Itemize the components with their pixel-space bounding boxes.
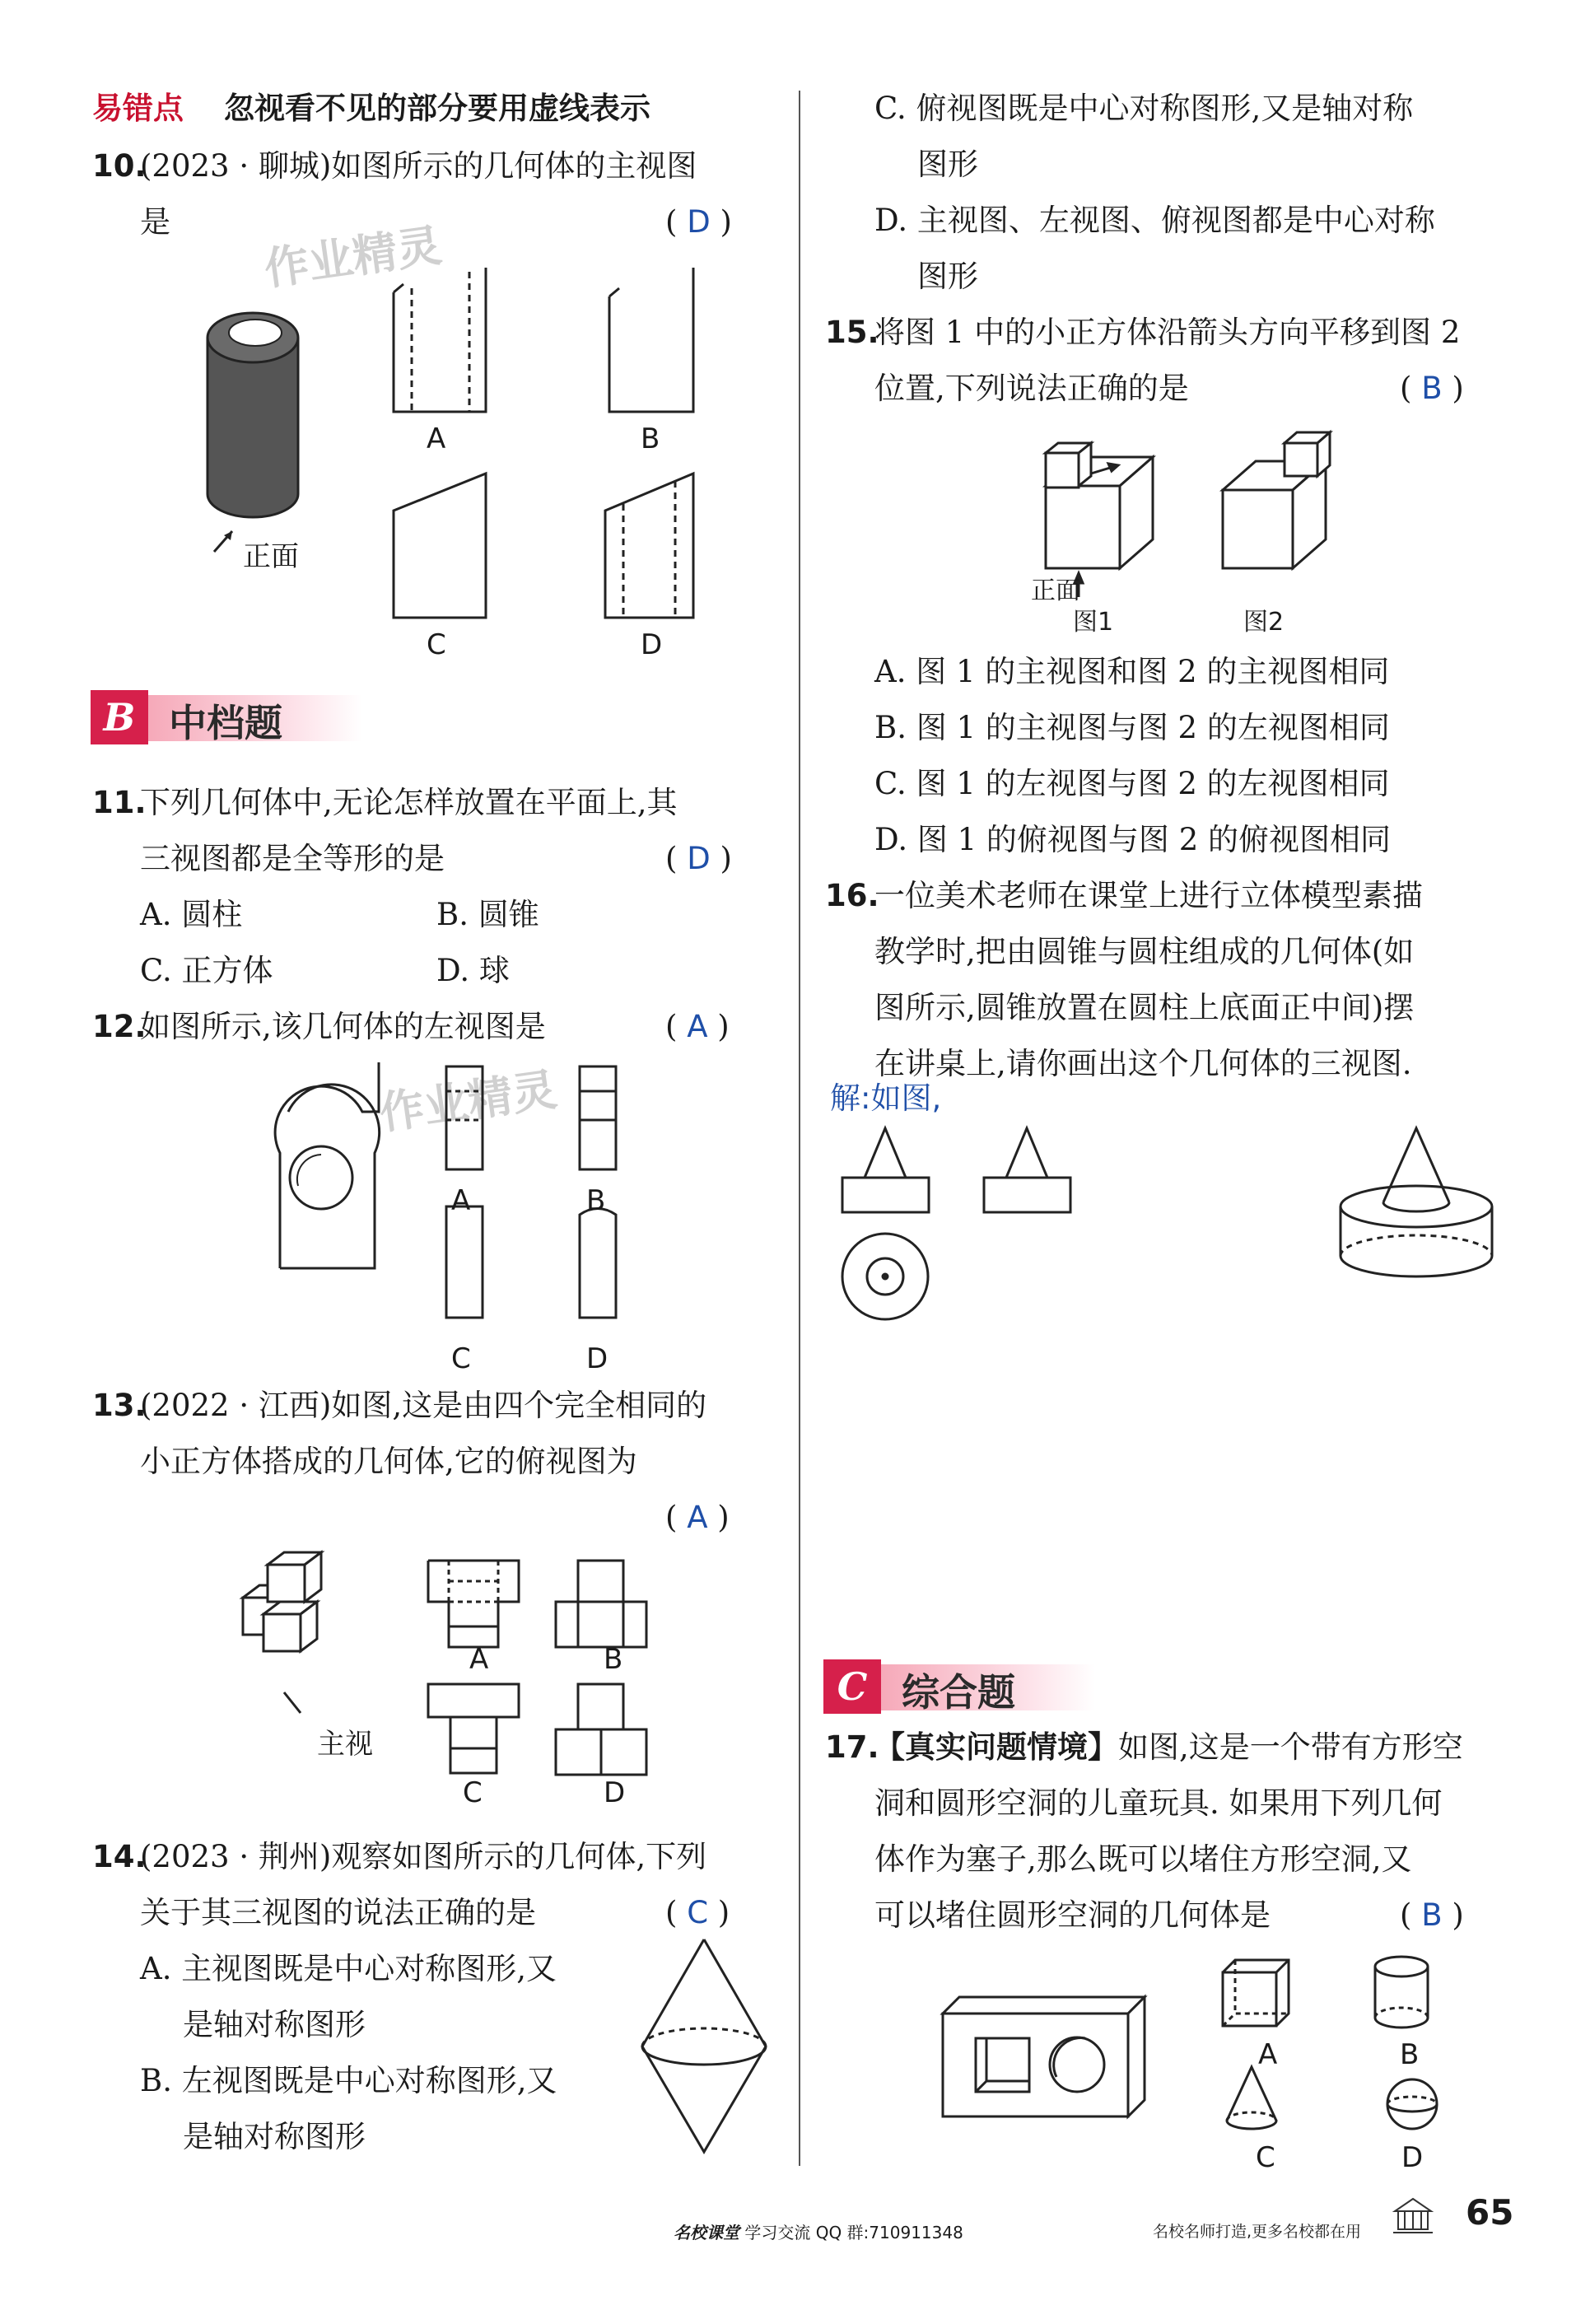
q16-solution: 解:如图, <box>830 1080 942 1116</box>
section-b-title: 中档题 <box>169 701 282 745</box>
q11-option-a[interactable]: A. 圆柱 <box>140 897 243 932</box>
q11-option-c[interactable]: C. 正方体 <box>140 953 273 988</box>
q15-front-label: 正面 <box>1031 576 1080 605</box>
error-point-title: 忽视看不见的部分要用虚线表示 <box>224 91 650 126</box>
q12-option-a-figure <box>446 1066 483 1169</box>
q16-figures <box>836 1124 1519 1338</box>
q15-line2: 位置,下列说法正确的是 <box>874 371 1189 406</box>
q17-figures <box>939 1952 1449 2158</box>
q10-figures <box>189 247 766 675</box>
q14-option-c-line2: 图形 <box>917 147 978 182</box>
q10-line2: 是 <box>140 204 170 240</box>
watermark: 作业精灵 <box>261 219 445 296</box>
q15-fig2-label: 图2 <box>1243 608 1285 637</box>
q14-line1: (2023 · 荆州)观察如图所示的几何体,下列 <box>140 1839 707 1874</box>
q12-line1: 如图所示,该几何体的左视图是 <box>140 1009 546 1044</box>
section-c-banner <box>823 1659 1103 1714</box>
q13-option-c[interactable]: C <box>463 1776 483 1809</box>
footer-logo-icon <box>1392 2195 1434 2238</box>
q14-option-c-line1[interactable]: C. 俯视图既是中心对称图形,又是轴对称 <box>874 91 1414 126</box>
error-point-label: 易错点 <box>92 91 184 126</box>
q17-option-d-figure <box>1387 2079 1437 2129</box>
watermark-2: 作业精灵 <box>376 1063 560 1140</box>
q10-option-a-figure <box>394 268 486 412</box>
q15-answer: ( B ) <box>1400 371 1464 406</box>
q17-option-a-figure <box>1223 1960 1289 2026</box>
q13-option-b-figure <box>556 1561 646 1647</box>
q17-option-d[interactable]: D <box>1401 2141 1424 2174</box>
q17-number: 17. <box>825 1729 879 1765</box>
q10-option-d[interactable]: D <box>641 628 663 661</box>
q15-figures <box>1029 428 1375 609</box>
q17-answer: ( B ) <box>1400 1897 1464 1933</box>
q13-option-d[interactable]: D <box>604 1776 626 1809</box>
q10-option-b[interactable]: B <box>641 422 660 455</box>
q13-front-label: 主视 <box>317 1728 373 1761</box>
q12-option-b-figure <box>580 1066 616 1169</box>
q17-line3: 体作为塞子,那么既可以堵住方形空洞,又 <box>874 1841 1412 1877</box>
q15-fig2 <box>1223 432 1330 568</box>
q14-double-cone <box>638 1939 770 2154</box>
q13-option-c-figure <box>428 1684 519 1773</box>
section-b-banner <box>91 690 371 744</box>
q16-line3: 图所示,圆锥放置在圆柱上底面正中间)摆 <box>874 990 1415 1025</box>
q11-line1: 下列几何体中,无论怎样放置在平面上,其 <box>140 785 678 820</box>
q17-line1: 【真实问题情境】如图,这是一个带有方形空 <box>874 1729 1463 1765</box>
q13-option-b[interactable]: B <box>604 1643 623 1676</box>
q15-line1: 将图 1 中的小正方体沿箭头方向平移到图 2 <box>874 315 1461 350</box>
q10-line1: (2023 · 聊城)如图所示的几何体的主视图 <box>140 148 697 184</box>
q12-option-c[interactable]: C <box>451 1342 471 1375</box>
q13-figures <box>235 1548 679 1804</box>
footer-qq: 名校课堂 学习交流 QQ 群:710911348 <box>674 2223 963 2242</box>
q15-option-d[interactable]: D. 图 1 的俯视图与图 2 的俯视图相同 <box>874 822 1391 857</box>
q12-option-b[interactable]: B <box>586 1184 606 1217</box>
q15-option-a[interactable]: A. 图 1 的主视图和图 2 的主视图相同 <box>874 654 1390 689</box>
q10-cylinder <box>207 313 298 552</box>
q16-line1: 一位美术老师在课堂上进行立体模型素描 <box>874 878 1423 913</box>
q12-answer: ( A ) <box>665 1009 730 1044</box>
q13-line2: 小正方体搭成的几何体,它的俯视图为 <box>140 1444 637 1479</box>
q17-option-b-figure <box>1375 1957 1428 2028</box>
q17-option-a[interactable]: A <box>1258 2038 1278 2071</box>
q17-toy-block <box>943 1997 1145 2116</box>
q15-number: 15. <box>825 315 879 350</box>
q14-line2: 关于其三视图的说法正确的是 <box>140 1895 536 1930</box>
q11-option-b[interactable]: B. 圆锥 <box>436 897 539 932</box>
q12-solid <box>275 1062 380 1268</box>
q15-fig1-label: 图1 <box>1073 608 1114 637</box>
q10-front-label: 正面 <box>243 540 299 573</box>
q13-cubes <box>243 1552 321 1713</box>
q17-option-c[interactable]: C <box>1256 2141 1275 2174</box>
q14-option-b-line2: 是轴对称图形 <box>183 2119 366 2154</box>
q13-option-d-figure <box>556 1684 646 1775</box>
q17-line2: 洞和圆形空洞的儿童玩具. 如果用下列几何 <box>874 1785 1443 1821</box>
q14-option-d-line2: 图形 <box>917 259 978 294</box>
q13-option-a[interactable]: A <box>469 1643 489 1676</box>
q16-number: 16. <box>825 878 879 913</box>
q10-option-d-figure <box>605 474 693 618</box>
q12-option-a[interactable]: A <box>451 1184 471 1217</box>
q15-option-c[interactable]: C. 图 1 的左视图与图 2 的左视图相同 <box>874 766 1390 801</box>
q14-answer: ( C ) <box>665 1895 730 1930</box>
q14-option-a-line1[interactable]: A. 主视图既是中心对称图形,又 <box>140 1951 557 1986</box>
footer-brand: 名校课堂 <box>674 2223 739 2242</box>
q10-option-b-figure <box>609 268 693 412</box>
q11-number: 11. <box>92 785 147 820</box>
section-c-tag: C <box>823 1659 881 1714</box>
q10-option-c-figure <box>394 474 486 618</box>
q11-line2: 三视图都是全等形的是 <box>140 841 445 876</box>
q16-line4: 在讲桌上,请你画出这个几何体的三视图. <box>874 1046 1412 1081</box>
q12-number: 12. <box>92 1009 147 1044</box>
q10-number: 10. <box>92 148 147 184</box>
q10-answer: ( D ) <box>665 204 732 240</box>
q14-number: 14. <box>92 1839 147 1874</box>
q12-option-d-figure <box>580 1209 616 1318</box>
q12-option-c-figure <box>446 1206 483 1318</box>
q16-left-view <box>984 1128 1070 1212</box>
q11-answer: ( D ) <box>665 841 732 876</box>
q14-option-b-line1[interactable]: B. 左视图既是中心对称图形,又 <box>140 2063 557 2098</box>
q16-front-view <box>842 1128 929 1212</box>
q12-option-d[interactable]: D <box>586 1342 608 1375</box>
section-c-title: 综合题 <box>902 1670 1015 1715</box>
footer-slogan: 名校名师打造,更多名校都在用 <box>1153 2223 1362 2241</box>
q16-top-view <box>842 1234 928 1319</box>
section-b-tag: B <box>91 690 148 744</box>
q11-option-d[interactable]: D. 球 <box>436 953 510 988</box>
q14-option-d-line1[interactable]: D. 主视图、左视图、俯视图都是中心对称 <box>874 203 1435 238</box>
q13-option-a-figure <box>428 1561 519 1647</box>
q13-number: 13. <box>92 1388 147 1423</box>
q17-option-c-figure <box>1227 2067 1276 2129</box>
q10-option-a[interactable]: A <box>427 422 446 455</box>
column-divider <box>799 91 800 2166</box>
q16-solid <box>1341 1128 1492 1276</box>
q17-option-b[interactable]: B <box>1400 2038 1420 2071</box>
q16-line2: 教学时,把由圆锥与圆柱组成的几何体(如 <box>874 934 1415 969</box>
q17-line4: 可以堵住圆形空洞的几何体是 <box>874 1897 1271 1933</box>
q15-option-b[interactable]: B. 图 1 的主视图与图 2 的左视图相同 <box>874 710 1390 745</box>
q14-option-a-line2: 是轴对称图形 <box>183 2007 366 2042</box>
page-number: 65 <box>1466 2192 1514 2233</box>
q10-option-c[interactable]: C <box>427 628 446 661</box>
q13-answer: ( A ) <box>665 1500 730 1535</box>
q13-line1: (2022 · 江西)如图,这是由四个完全相同的 <box>140 1388 707 1423</box>
